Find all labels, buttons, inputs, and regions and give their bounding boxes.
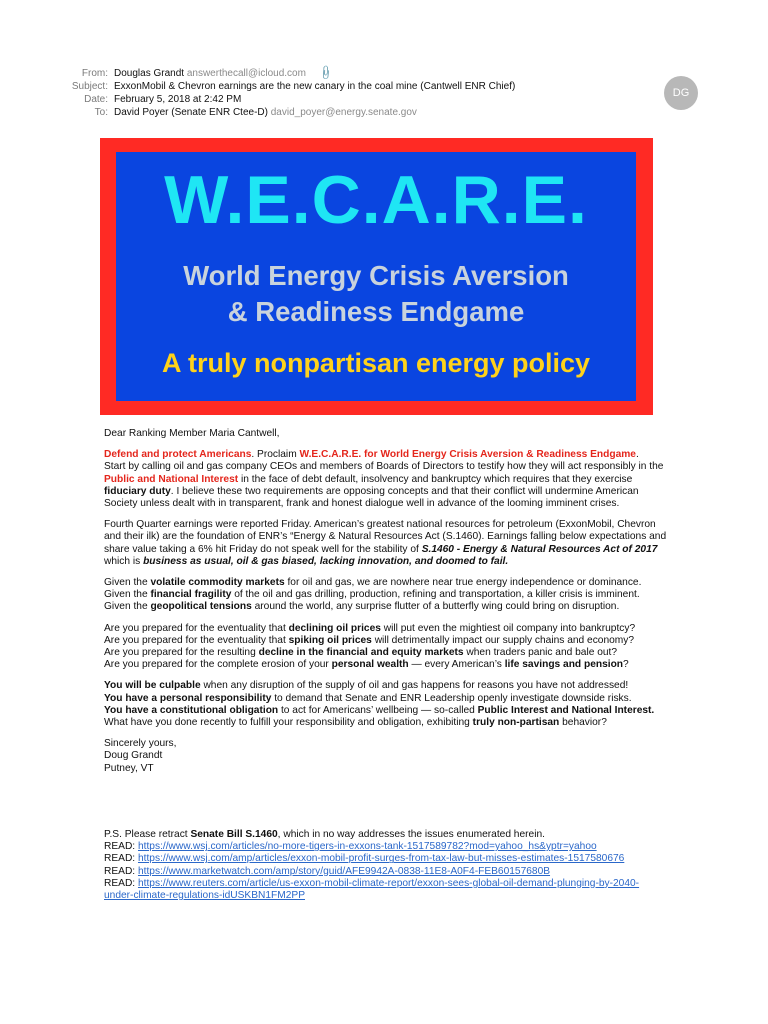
banner-subtitle-line2: & Readiness Endgame	[227, 295, 525, 327]
paragraph-2: Fourth Quarter earnings were reported Friday. American’s greatest national resources for petroleum (ExxonMobil, Chevron and their ilk) are the foundation of ENR’s “Energy & Natural Resources Act (S.1460). Earnings falling below expectations and share value taking a 6% hit Friday do not speak well for the stability of S.1460 - Energy & Natural Resources Act of 2017 which is business as usual, oil & gas biased, lacking innovation, and doomed to fail.	[104, 519, 667, 567]
subject-label: Subject:	[71, 81, 108, 92]
read-line: READ: https://www.wsj.com/articles/no-more-tigers-in-exxons-tank-1517589782?mod=yahoo_hs&yptr=yahoo	[104, 841, 597, 853]
date-label: Date:	[84, 94, 108, 105]
link-marketwatch[interactable]: https://www.marketwatch.com/amp/story/guid/AFE9942A-0838-11E8-A0F4-FEB60157680B	[137, 865, 551, 877]
ps-line: P.S. Please retract Senate Bill S.1460, which in no way addresses the issues enumerated herein.	[104, 829, 545, 840]
sender-email[interactable]: answerthecall@icloud.com	[186, 68, 306, 79]
paragraph-3: Given the volatile commodity markets for oil and gas, we are nowhere near true energy independence or dominance. Given the financial fragility of the oil and gas drilling, production, refining and transportation, a killer crisis is imminent. Given the geopolitical tensions around the world, any surprise flutter of a butterfly wing could bring on disruption.	[104, 577, 642, 613]
banner-panel	[116, 152, 636, 401]
date-text: February 5, 2018 at 2:42 PM	[114, 94, 242, 105]
read-line: READ: https://www.marketwatch.com/amp/story/guid/AFE9942A-0838-11E8-A0F4-FEB60157680B	[104, 865, 551, 877]
greeting: Dear Ranking Member Maria Cantwell,	[104, 428, 280, 439]
paragraph-4: Are you prepared for the eventuality that declining oil prices will put even the mightiest oil company into bankruptcy? Are you prepared for the eventuality that spiking oil prices will detrimentally impact our supply chains and economy? Are you prepared for the resulting decline in the financial and equity markets when traders panic and bale out? Are you prepared for the complete erosion of your personal wealth — every American’s life savings and pension?	[104, 622, 636, 671]
banner-subtitle-line1: World Energy Crisis Aversion	[183, 260, 569, 291]
paragraph-5: You will be culpable when any disruption of the supply of oil and gas happens for reasons you have not addressed! You have a personal responsibility to demand that Senate and ENR Leadership openly investigate downside risks. You have a constitutional obligation to act for Americans’ wellbeing — so-called Public Interest and National Interest. What have you done recently to fulfill your responsibility and obligation, exhibiting truly non-partisan behavior?	[104, 680, 655, 729]
paperclip-icon[interactable]: 📎	[316, 65, 334, 82]
read-line-continued	[104, 890, 704, 902]
recipient-name[interactable]: David Poyer (Senate ENR Ctee-D)	[114, 107, 268, 118]
link-wsj-profit[interactable]: https://www.wsj.com/amp/articles/exxon-mobil-profit-surges-from-tax-law-but-misses-estimates-1517580676	[137, 853, 625, 865]
recipient-email[interactable]: david_poyer@energy.senate.gov	[270, 107, 417, 118]
banner-tagline: A truly nonpartisan energy policy	[161, 348, 591, 378]
signature	[104, 738, 674, 775]
signer-name: Doug Grandt	[104, 750, 163, 762]
paragraph-1: Defend and protect Americans. Proclaim W.E.C.A.R.E. for World Energy Crisis Aversion & Readiness Endgame. Start by calling oil and gas company CEOs and members of Boards of Directors to testify how they will act responsibly in the Public and National Interest in the face of debt default, insolvency and bankruptcy which requires that they exercise fiduciary duty. I believe these two requirements are opposing concepts and that their conflict will undermine American Society unless dealt with in transparent, frank and honest dialogue well in advance of the looming imminent crises.	[104, 449, 664, 510]
link-reuters[interactable]: https://www.reuters.com/article/us-exxon-mobil-climate-report/exxon-sees-global-oil-demand-plunging-by-2040-	[137, 877, 640, 889]
banner-title: W.E.C.A.R.E.	[164, 162, 588, 238]
sender-name[interactable]: Douglas Grandt	[114, 68, 185, 79]
link-reuters-continued[interactable]: under-climate-regulations-idUSKBN1FM2PP	[104, 890, 305, 902]
wecare-banner	[100, 138, 653, 415]
subject-text: ExxonMobil & Chevron earnings are the new canary in the coal mine (Cantwell ENR Chief)	[114, 81, 516, 92]
letter-body	[104, 428, 674, 784]
read-line: READ: https://www.wsj.com/amp/articles/exxon-mobil-profit-surges-from-tax-law-but-misses-estimates-1517580676	[104, 853, 625, 865]
from-label: From:	[81, 68, 108, 79]
to-label: To:	[94, 107, 108, 118]
postscript	[104, 829, 704, 902]
closing: Sincerely yours,	[104, 738, 177, 750]
read-line: READ: https://www.reuters.com/article/us-exxon-mobil-climate-report/exxon-sees-global-oil-demand-plunging-by-2040-	[104, 877, 640, 889]
avatar: DG	[664, 76, 698, 110]
link-wsj-tigers[interactable]: https://www.wsj.com/articles/no-more-tigers-in-exxons-tank-1517589782?mod=yahoo_hs&yptr=yahoo	[137, 841, 597, 853]
signer-place: Putney, VT	[104, 762, 154, 774]
